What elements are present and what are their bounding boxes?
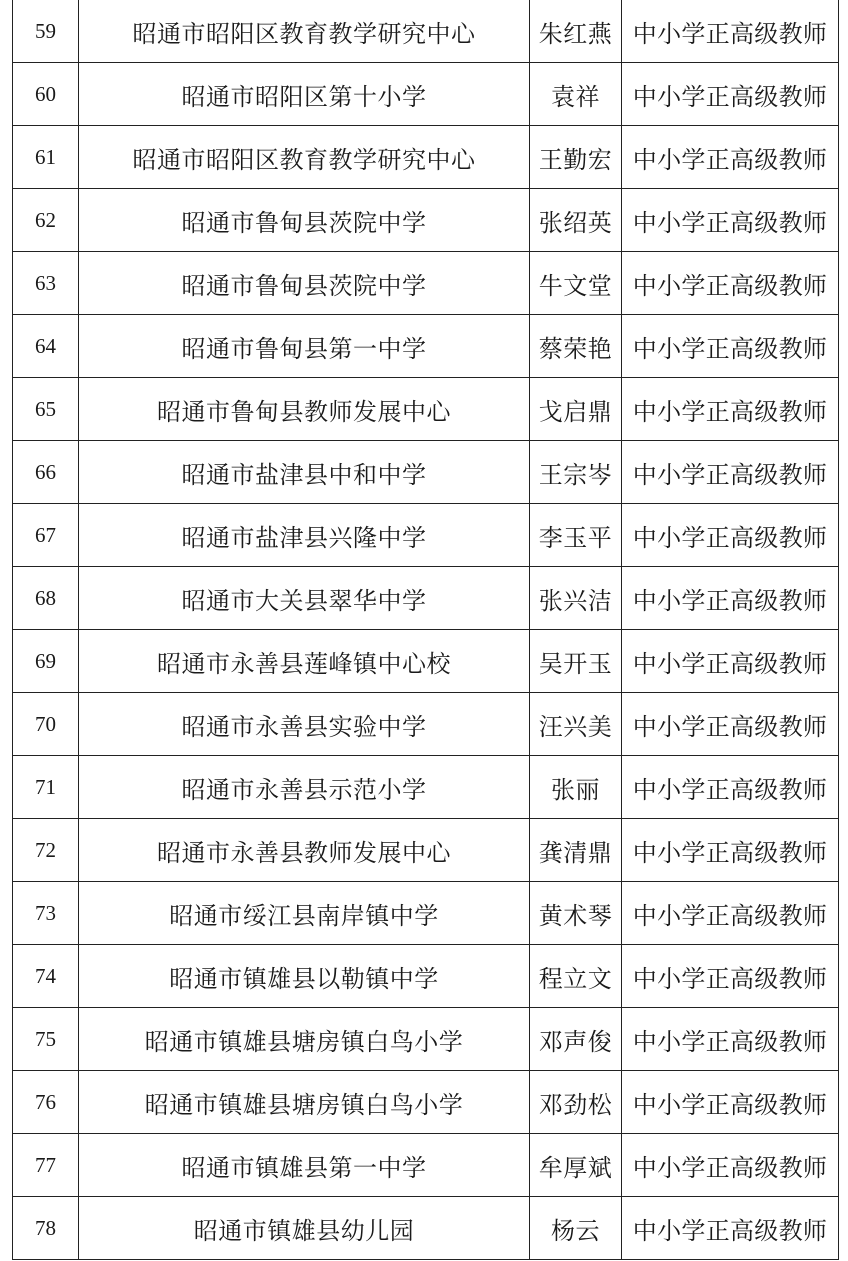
professional-title-cell: 中小学正高级教师	[622, 630, 839, 693]
roster-body	[13, 0, 839, 1260]
table-row	[13, 1134, 839, 1197]
professional-title-cell: 中小学正高级教师	[622, 756, 839, 819]
teacher-name-cell: 张兴洁	[530, 567, 622, 630]
work-unit-cell: 昭通市盐津县兴隆中学	[79, 504, 530, 567]
table-row	[13, 1197, 839, 1260]
table-row	[13, 882, 839, 945]
professional-title-cell: 中小学正高级教师	[622, 441, 839, 504]
work-unit-cell: 昭通市镇雄县第一中学	[79, 1134, 530, 1197]
teacher-name-cell: 张绍英	[530, 189, 622, 252]
teacher-name-cell: 汪兴美	[530, 693, 622, 756]
table-row	[13, 1008, 839, 1071]
professional-title-cell: 中小学正高级教师	[622, 63, 839, 126]
table-row	[13, 504, 839, 567]
teacher-name-cell: 吴开玉	[530, 630, 622, 693]
teacher-roster-table	[12, 0, 839, 1260]
row-number-cell: 77	[13, 1134, 79, 1197]
teacher-name-cell: 李玉平	[530, 504, 622, 567]
work-unit-cell: 昭通市昭阳区教育教学研究中心	[79, 0, 530, 63]
professional-title-cell: 中小学正高级教师	[622, 693, 839, 756]
row-number-cell: 71	[13, 756, 79, 819]
professional-title-cell: 中小学正高级教师	[622, 189, 839, 252]
table-row	[13, 126, 839, 189]
row-number-cell: 67	[13, 504, 79, 567]
row-number-cell: 76	[13, 1071, 79, 1134]
work-unit-cell: 昭通市永善县莲峰镇中心校	[79, 630, 530, 693]
row-number-cell: 72	[13, 819, 79, 882]
table-row	[13, 819, 839, 882]
professional-title-cell: 中小学正高级教师	[622, 0, 839, 63]
table-row	[13, 378, 839, 441]
row-number-cell: 70	[13, 693, 79, 756]
teacher-name-cell: 袁祥	[530, 63, 622, 126]
work-unit-cell: 昭通市昭阳区第十小学	[79, 63, 530, 126]
work-unit-cell: 昭通市永善县示范小学	[79, 756, 530, 819]
teacher-name-cell: 蔡荣艳	[530, 315, 622, 378]
teacher-name-cell: 邓劲松	[530, 1071, 622, 1134]
row-number-cell: 65	[13, 378, 79, 441]
teacher-name-cell: 张丽	[530, 756, 622, 819]
work-unit-cell: 昭通市镇雄县塘房镇白鸟小学	[79, 1008, 530, 1071]
professional-title-cell: 中小学正高级教师	[622, 252, 839, 315]
row-number-cell: 75	[13, 1008, 79, 1071]
work-unit-cell: 昭通市永善县教师发展中心	[79, 819, 530, 882]
work-unit-cell: 昭通市永善县实验中学	[79, 693, 530, 756]
work-unit-cell: 昭通市镇雄县塘房镇白鸟小学	[79, 1071, 530, 1134]
table-row	[13, 252, 839, 315]
row-number-cell: 60	[13, 63, 79, 126]
work-unit-cell: 昭通市大关县翠华中学	[79, 567, 530, 630]
work-unit-cell: 昭通市鲁甸县第一中学	[79, 315, 530, 378]
table-row	[13, 63, 839, 126]
professional-title-cell: 中小学正高级教师	[622, 378, 839, 441]
table-row	[13, 945, 839, 1008]
row-number-cell: 66	[13, 441, 79, 504]
work-unit-cell: 昭通市镇雄县以勒镇中学	[79, 945, 530, 1008]
teacher-name-cell: 牟厚斌	[530, 1134, 622, 1197]
table-row	[13, 315, 839, 378]
work-unit-cell: 昭通市鲁甸县茨院中学	[79, 252, 530, 315]
work-unit-cell: 昭通市昭阳区教育教学研究中心	[79, 126, 530, 189]
professional-title-cell: 中小学正高级教师	[622, 882, 839, 945]
teacher-name-cell: 朱红燕	[530, 0, 622, 63]
professional-title-cell: 中小学正高级教师	[622, 126, 839, 189]
table-row	[13, 0, 839, 63]
row-number-cell: 59	[13, 0, 79, 63]
table-row	[13, 189, 839, 252]
table-row	[13, 630, 839, 693]
work-unit-cell: 昭通市鲁甸县茨院中学	[79, 189, 530, 252]
table-row	[13, 441, 839, 504]
work-unit-cell: 昭通市绥江县南岸镇中学	[79, 882, 530, 945]
teacher-name-cell: 戈启鼎	[530, 378, 622, 441]
row-number-cell: 61	[13, 126, 79, 189]
teacher-name-cell: 程立文	[530, 945, 622, 1008]
professional-title-cell: 中小学正高级教师	[622, 945, 839, 1008]
row-number-cell: 78	[13, 1197, 79, 1260]
row-number-cell: 69	[13, 630, 79, 693]
teacher-name-cell: 王勤宏	[530, 126, 622, 189]
teacher-name-cell: 邓声俊	[530, 1008, 622, 1071]
professional-title-cell: 中小学正高级教师	[622, 819, 839, 882]
row-number-cell: 73	[13, 882, 79, 945]
teacher-name-cell: 龚清鼎	[530, 819, 622, 882]
row-number-cell: 64	[13, 315, 79, 378]
teacher-name-cell: 黄术琴	[530, 882, 622, 945]
work-unit-cell: 昭通市盐津县中和中学	[79, 441, 530, 504]
row-number-cell: 63	[13, 252, 79, 315]
row-number-cell: 74	[13, 945, 79, 1008]
professional-title-cell: 中小学正高级教师	[622, 1134, 839, 1197]
teacher-name-cell: 牛文堂	[530, 252, 622, 315]
work-unit-cell: 昭通市鲁甸县教师发展中心	[79, 378, 530, 441]
table-row	[13, 756, 839, 819]
row-number-cell: 68	[13, 567, 79, 630]
teacher-name-cell: 杨云	[530, 1197, 622, 1260]
table-row	[13, 567, 839, 630]
professional-title-cell: 中小学正高级教师	[622, 1197, 839, 1260]
professional-title-cell: 中小学正高级教师	[622, 1008, 839, 1071]
table-row	[13, 1071, 839, 1134]
professional-title-cell: 中小学正高级教师	[622, 567, 839, 630]
professional-title-cell: 中小学正高级教师	[622, 315, 839, 378]
work-unit-cell: 昭通市镇雄县幼儿园	[79, 1197, 530, 1260]
professional-title-cell: 中小学正高级教师	[622, 1071, 839, 1134]
professional-title-cell: 中小学正高级教师	[622, 504, 839, 567]
teacher-name-cell: 王宗岑	[530, 441, 622, 504]
row-number-cell: 62	[13, 189, 79, 252]
table-row	[13, 693, 839, 756]
